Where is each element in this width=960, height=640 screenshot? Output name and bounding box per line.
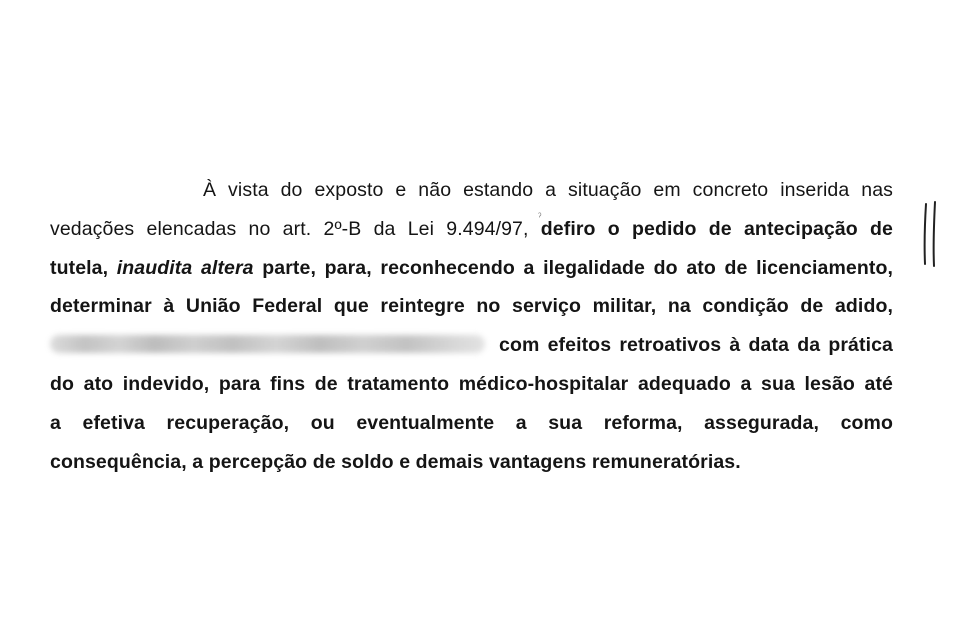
line-2-plain-text: vedações elencadas no art. 2º-B da Lei 9.494/97, [50,218,529,240]
small-tick-mark: ˀ [538,212,542,223]
line-3-bold-start: tutela, [50,257,109,279]
double-vertical-stroke-icon [917,200,947,268]
paragraph-line-3 [50,255,893,281]
line-2-bold-text: defiro o pedido de antecipação de [540,218,893,240]
redacted-name-blur [50,335,485,353]
line-1-text: À vista do exposto e não estando a situação em concreto inserida nas [203,179,893,201]
line-4-text: determinar à União Federal que reintegre no serviço militar, na condição de adido, [50,295,893,317]
line-7-text: a efetiva recuperação, ou eventualmente a sua reforma, assegurada, como [50,412,893,434]
paragraph-line-4 [50,293,893,319]
line-3-italic-text: inaudita altera [116,257,254,279]
line-5-text: com efeitos retroativos à data da prática [499,334,893,356]
paragraph-line-7 [50,410,893,436]
paragraph-line-8 [50,449,893,475]
paragraph-line-6 [50,371,893,397]
line-6-text: do ato indevido, para fins de tratamento médico-hospitalar adequado a sua lesão até [50,373,893,395]
paragraph-line-2 [50,216,893,242]
line-8-text: consequência, a percepção de soldo e demais vantagens remuneratórias. [50,451,741,473]
line-3-bold-end: parte, para, reconhecendo a ilegalidade do ato de licenciamento, [262,257,893,279]
paragraph-line-1 [203,177,893,203]
paragraph-line-5 [50,332,893,358]
